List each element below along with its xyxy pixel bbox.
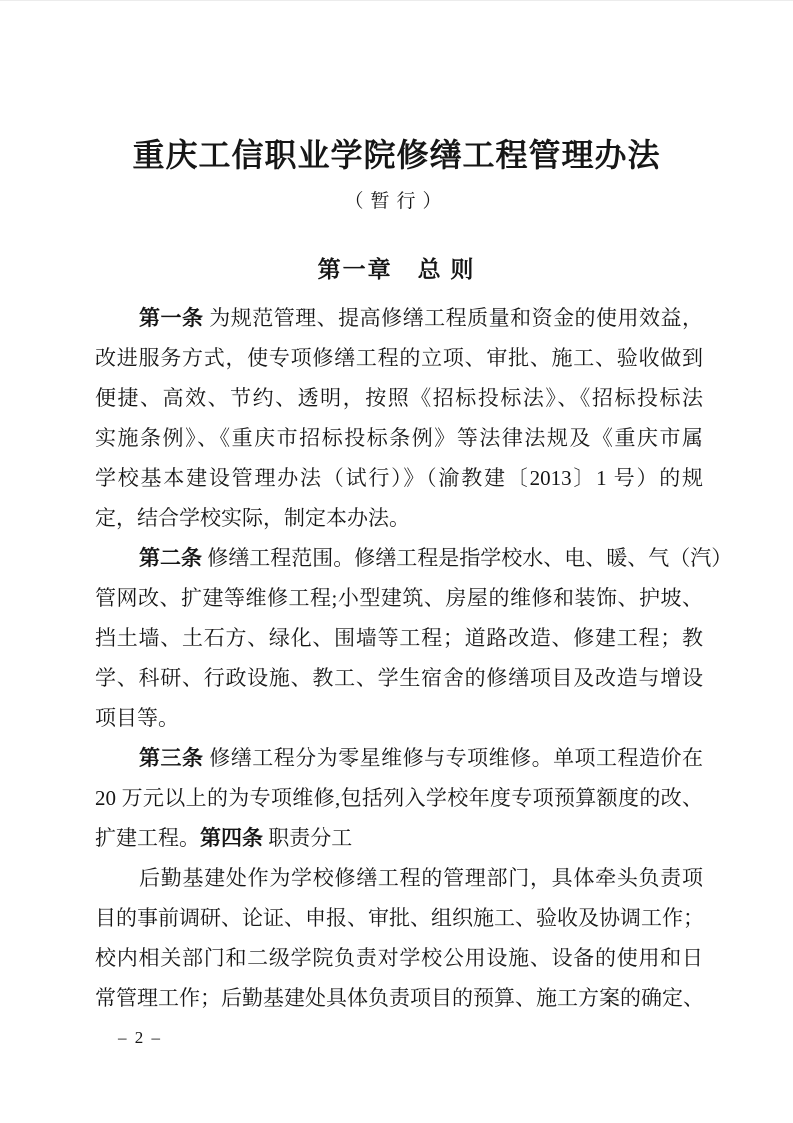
document-body	[95, 298, 733, 1018]
body-line	[95, 938, 703, 978]
text-segment: 修缮工程分为零星维修与专项维修。单项工程造价在	[203, 746, 704, 770]
body-line	[95, 978, 703, 1018]
paragraph	[95, 858, 703, 1018]
text-segment: 学校基本建设管理办法（试行）》（渝教建〔2013〕1 号）的规	[95, 466, 703, 490]
body-line	[95, 658, 703, 698]
text-segment: 改进服务方式，使专项修缮工程的立项、审批、施工、验收做到	[95, 346, 703, 370]
body-line	[95, 338, 703, 378]
text-segment: 为规范管理、提高修缮工程质量和资金的使用效益，	[203, 306, 704, 330]
text-segment: 学、科研、行政设施、教工、学生宿舍的修缮项目及改造与增设	[95, 666, 703, 690]
body-line	[95, 418, 703, 458]
page-subtitle: （暂行）	[344, 191, 449, 212]
body-line	[95, 698, 703, 738]
text-segment: 常管理工作；后勤基建处具体负责项目的预算、施工方案的确定、	[95, 986, 704, 1010]
text-segment: 实施条例》、《重庆市招标投标条例》等法律法规及《重庆市属	[95, 426, 703, 450]
text-segment: 定，结合学校实际，制定本办法。	[95, 506, 410, 530]
body-line	[95, 858, 703, 898]
text-segment: 项目等。	[95, 706, 179, 730]
text-segment: 目的事前调研、论证、申报、审批、组织施工、验收及协调工作；	[95, 906, 704, 930]
text-segment: 20 万元以上的为专项维修,包括列入学校年度专项预算额度的改、	[95, 786, 703, 810]
paragraph	[95, 738, 703, 858]
text-segment: 校内相关部门和二级学院负责对学校公用设施、设备的使用和日	[95, 946, 703, 970]
body-line	[95, 898, 703, 938]
body-line	[95, 458, 703, 498]
body-line	[95, 578, 703, 618]
page-number: – 2 –	[118, 1028, 162, 1047]
article-label: 第二条	[139, 546, 202, 570]
paragraph	[95, 538, 733, 738]
page-title: 重庆工信职业学院修缮工程管理办法	[132, 137, 661, 173]
body-line	[95, 378, 703, 418]
article-label: 第三条	[139, 746, 204, 770]
paragraph	[95, 298, 703, 538]
text-segment: 后勤基建处作为学校修缮工程的管理部门，具体牵头负责项	[139, 866, 703, 890]
text-segment: 职责分工	[263, 826, 353, 850]
text-segment: 修缮工程范围。修缮工程是指学校水、电、暖、气（汽）	[202, 546, 733, 570]
text-segment: 扩建工程。	[95, 826, 200, 850]
text-segment: 管网改、扩建等维修工程;小型建筑、房屋的维修和装饰、护坡、	[95, 586, 703, 610]
body-line	[95, 778, 703, 818]
body-line	[95, 738, 703, 778]
body-line	[95, 498, 703, 538]
text-segment: 便捷、高效、节约、透明，按照《招标投标法》、《招标投标法	[95, 386, 703, 410]
body-line	[95, 298, 703, 338]
body-line	[95, 538, 733, 578]
article-label: 第一条	[139, 306, 204, 330]
body-line	[95, 618, 703, 658]
chapter-heading: 第一章 总 则	[317, 257, 476, 282]
article-label: 第四条	[200, 826, 263, 850]
text-segment: 挡土墙、土石方、绿化、围墙等工程；道路改造、修建工程；教	[95, 626, 703, 650]
body-line	[95, 818, 703, 858]
